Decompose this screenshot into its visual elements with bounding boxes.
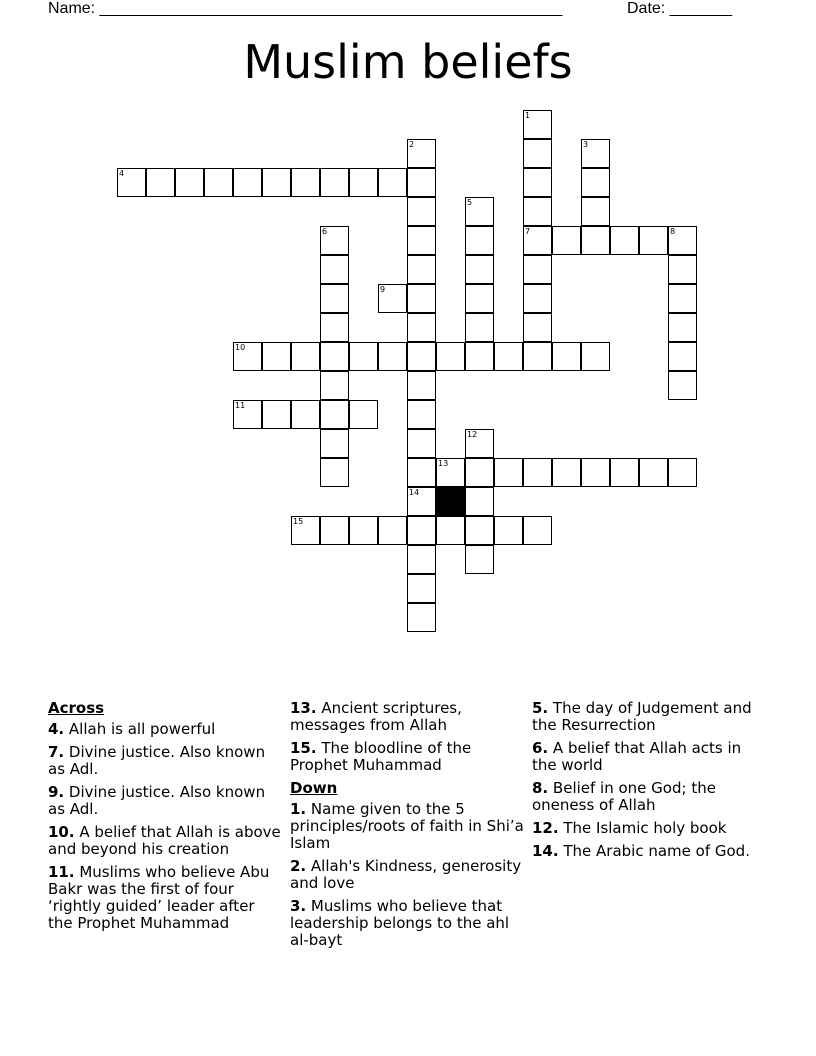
grid-cell[interactable]	[639, 458, 668, 487]
grid-cell[interactable]	[407, 458, 436, 487]
clue-number-label: 10	[235, 343, 246, 352]
clue-text: Divine justice. Also known as Adl.	[48, 743, 266, 778]
grid-cell[interactable]	[581, 139, 610, 168]
grid-cell[interactable]	[320, 255, 349, 284]
grid-cell[interactable]	[407, 574, 436, 603]
clue-number: 8.	[532, 779, 549, 797]
clue-text: Name given to the 5 principles/roots of faith in Shi’a Islam	[290, 800, 524, 852]
clue-down-12	[532, 820, 767, 837]
clue-number: 12.	[532, 819, 559, 837]
clue-text: Belief in one God; the oneness of Allah	[532, 779, 716, 814]
clue-text: A belief that Allah acts in the world	[532, 739, 742, 774]
clue-number: 11.	[48, 863, 75, 881]
grid-cell[interactable]	[523, 197, 552, 226]
grid-cell[interactable]	[407, 400, 436, 429]
grid-cell[interactable]	[523, 168, 552, 197]
clue-number-label: 13	[438, 459, 449, 468]
grid-cell[interactable]	[465, 545, 494, 574]
grid-cell[interactable]	[668, 226, 697, 255]
grid-cell[interactable]	[552, 458, 581, 487]
clue-number: 10.	[48, 823, 75, 841]
grid-cell[interactable]	[349, 168, 378, 197]
grid-cell[interactable]	[523, 284, 552, 313]
clue-number-label: 9	[380, 285, 386, 294]
page-title: Muslim beliefs	[243, 35, 573, 89]
grid-cell[interactable]	[407, 197, 436, 226]
grid-cell[interactable]	[378, 168, 407, 197]
grid-cell[interactable]	[581, 342, 610, 371]
grid-cell[interactable]	[465, 284, 494, 313]
grid-cell[interactable]	[291, 342, 320, 371]
grid-cell[interactable]	[523, 139, 552, 168]
clue-down-3	[290, 898, 525, 949]
grid-cell[interactable]	[175, 168, 204, 197]
clue-number-label: 11	[235, 401, 246, 410]
grid-cell[interactable]	[407, 226, 436, 255]
grid-cell[interactable]	[523, 516, 552, 545]
clue-down-2	[290, 858, 525, 892]
grid-cell[interactable]	[407, 603, 436, 632]
grid-cell[interactable]	[320, 284, 349, 313]
clue-number-label: 7	[525, 227, 531, 236]
grid-cell[interactable]	[407, 487, 436, 516]
clue-column-2	[290, 700, 525, 955]
grid-cell[interactable]	[465, 255, 494, 284]
grid-cell[interactable]	[262, 400, 291, 429]
grid-cell[interactable]	[465, 429, 494, 458]
grid-cell[interactable]	[349, 342, 378, 371]
grid-cell[interactable]	[320, 458, 349, 487]
clue-number-label: 12	[467, 430, 478, 439]
grid-cell[interactable]	[233, 168, 262, 197]
grid-cell[interactable]	[407, 168, 436, 197]
clue-number-label: 2	[409, 140, 415, 149]
grid-cell[interactable]	[610, 226, 639, 255]
grid-cell[interactable]	[407, 429, 436, 458]
clue-text: The bloodline of the Prophet Muhammad	[290, 739, 472, 774]
grid-cell[interactable]	[262, 168, 291, 197]
grid-cell[interactable]	[407, 371, 436, 400]
grid-cell[interactable]	[349, 516, 378, 545]
clue-text: The Islamic holy book	[563, 819, 727, 837]
clue-number-label: 3	[583, 140, 589, 149]
grid-cell[interactable]	[552, 342, 581, 371]
clue-text: Allah is all powerful	[68, 720, 216, 738]
grid-cell[interactable]	[465, 342, 494, 371]
clue-down-6	[532, 740, 767, 774]
grid-cell[interactable]	[668, 313, 697, 342]
clue-number: 9.	[48, 783, 65, 801]
grid-cell[interactable]	[407, 545, 436, 574]
clue-number: 2.	[290, 857, 307, 875]
clue-text: Muslims who believe that leadership belongs to the ahl al-bayt	[290, 897, 510, 949]
grid-cell[interactable]	[668, 371, 697, 400]
clue-text: The day of Judgement and the Resurrection	[532, 699, 752, 734]
clue-column-3	[532, 700, 767, 866]
grid-cell[interactable]	[465, 226, 494, 255]
date-label: Date: _______	[627, 0, 732, 17]
grid-cell[interactable]	[407, 313, 436, 342]
clue-across-9	[48, 784, 283, 818]
clue-number: 7.	[48, 743, 65, 761]
grid-cell[interactable]	[320, 371, 349, 400]
grid-cell[interactable]	[668, 342, 697, 371]
grid-cell[interactable]	[407, 516, 436, 545]
grid-cell[interactable]	[320, 400, 349, 429]
clue-number-label: 4	[119, 169, 125, 178]
grid-cell[interactable]	[581, 197, 610, 226]
clue-text: Divine justice. Also known as Adl.	[48, 783, 266, 818]
clue-number-label: 14	[409, 488, 420, 497]
grid-cell[interactable]	[436, 342, 465, 371]
clue-number: 6.	[532, 739, 549, 757]
grid-cell[interactable]	[668, 255, 697, 284]
grid-cell[interactable]	[523, 226, 552, 255]
grid-cell[interactable]	[233, 342, 262, 371]
grid-cell[interactable]	[494, 342, 523, 371]
clue-number: 5.	[532, 699, 549, 717]
grid-cell[interactable]	[465, 487, 494, 516]
clue-number: 14.	[532, 842, 559, 860]
clue-number-label: 5	[467, 198, 473, 207]
grid-cell[interactable]	[436, 516, 465, 545]
grid-cell[interactable]	[523, 255, 552, 284]
grid-cell[interactable]	[262, 342, 291, 371]
clue-number-label: 1	[525, 111, 531, 120]
grid-cell[interactable]	[146, 168, 175, 197]
grid-cell[interactable]	[291, 168, 320, 197]
clue-text: A belief that Allah is above and beyond his creation	[48, 823, 281, 858]
clue-number-label: 15	[293, 517, 304, 526]
clue-across-13	[290, 700, 525, 734]
grid-cell[interactable]	[465, 197, 494, 226]
grid-cell[interactable]	[291, 400, 320, 429]
grid-cell[interactable]	[494, 516, 523, 545]
grid-cell[interactable]	[610, 458, 639, 487]
clue-text: Ancient scriptures, messages from Allah	[290, 699, 462, 734]
grid-cell[interactable]	[320, 342, 349, 371]
clue-text: Muslims who believe Abu Bakr was the first of four ‘rightly guided’ leader after the Prophet Muhammad	[48, 863, 270, 932]
grid-cell[interactable]	[407, 342, 436, 371]
down-heading: Down	[290, 779, 338, 797]
grid-cell[interactable]	[204, 168, 233, 197]
grid-cell[interactable]	[523, 458, 552, 487]
grid-cell[interactable]	[117, 168, 146, 197]
clue-number: 13.	[290, 699, 317, 717]
grid-cell[interactable]	[523, 110, 552, 139]
clue-across-11	[48, 864, 283, 932]
name-label: Name: ____________________________________________________	[48, 0, 563, 17]
grid-cell[interactable]	[407, 284, 436, 313]
grid-cell[interactable]	[378, 516, 407, 545]
grid-cell[interactable]	[378, 284, 407, 313]
grid-cell[interactable]	[320, 313, 349, 342]
clue-down-5	[532, 700, 767, 734]
clue-column-1	[48, 700, 283, 938]
clue-across-15	[290, 740, 525, 774]
black-square	[436, 487, 465, 516]
grid-cell[interactable]	[465, 313, 494, 342]
grid-cell[interactable]	[320, 516, 349, 545]
grid-cell[interactable]	[523, 342, 552, 371]
grid-cell[interactable]	[407, 139, 436, 168]
clue-across-4	[48, 721, 283, 738]
clue-down-1	[290, 801, 525, 852]
clue-number: 4.	[48, 720, 65, 738]
grid-cell[interactable]	[320, 168, 349, 197]
grid-cell[interactable]	[407, 255, 436, 284]
grid-cell[interactable]	[494, 458, 523, 487]
grid-cell[interactable]	[668, 458, 697, 487]
grid-cell[interactable]	[320, 226, 349, 255]
grid-cell[interactable]	[581, 458, 610, 487]
clue-number-label: 6	[322, 227, 328, 236]
grid-cell[interactable]	[378, 342, 407, 371]
clue-text: The Arabic name of God.	[563, 842, 750, 860]
grid-cell[interactable]	[668, 284, 697, 313]
grid-cell[interactable]	[349, 400, 378, 429]
grid-cell[interactable]	[639, 226, 668, 255]
grid-cell[interactable]	[523, 313, 552, 342]
grid-cell[interactable]	[465, 516, 494, 545]
grid-cell[interactable]	[291, 516, 320, 545]
clue-across-7	[48, 744, 283, 778]
grid-cell[interactable]	[581, 226, 610, 255]
clue-number: 3.	[290, 897, 307, 915]
clue-down-8	[532, 780, 767, 814]
grid-cell[interactable]	[320, 429, 349, 458]
grid-cell[interactable]	[552, 226, 581, 255]
clue-number-label: 8	[670, 227, 676, 236]
grid-cell[interactable]	[233, 400, 262, 429]
clue-text: Allah's Kindness, generosity and love	[290, 857, 522, 892]
grid-cell[interactable]	[436, 458, 465, 487]
grid-cell[interactable]	[465, 458, 494, 487]
clue-number: 1.	[290, 800, 307, 818]
across-heading: Across	[48, 699, 105, 717]
grid-cell[interactable]	[581, 168, 610, 197]
clue-across-10	[48, 824, 283, 858]
clue-number: 15.	[290, 739, 317, 757]
clue-down-14	[532, 843, 767, 860]
